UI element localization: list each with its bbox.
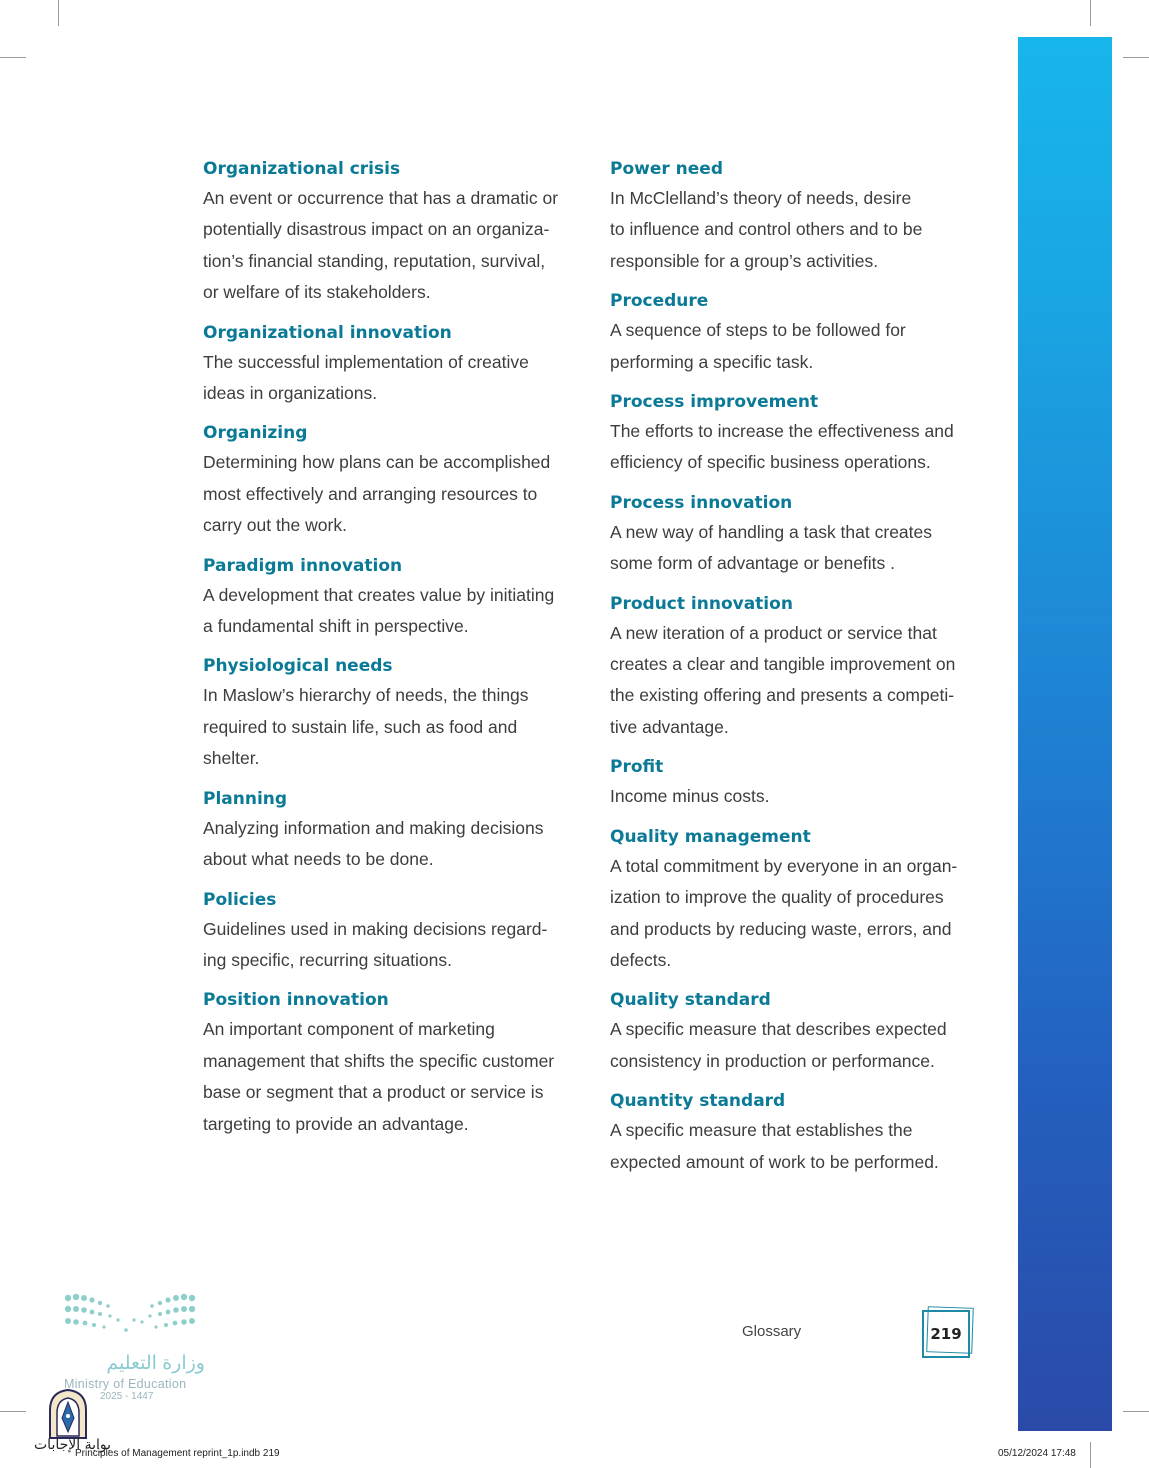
- glossary-term: Paradigm innovation: [203, 555, 403, 576]
- glossary-term: Process innovation: [610, 492, 793, 513]
- glossary-term: Policies: [203, 889, 277, 910]
- print-slug-date: 05/12/2024 17:48: [998, 1448, 1076, 1459]
- glossary-term: Procedure: [610, 291, 709, 312]
- glossary-definition: In McClelland’s theory of needs, desire to influence and control others and to be responsible for a group’s activities.: [610, 188, 923, 271]
- glossary-entry: [203, 886, 583, 977]
- glossary-definition: Analyzing information and making decisions about what needs to be done.: [203, 817, 544, 870]
- glossary-term: Organizing: [203, 423, 308, 444]
- glossary-definition: The successful implementation of creative ideas in organizations.: [203, 351, 529, 404]
- glossary-definition: A specific measure that describes expected consistency in production or performance.: [610, 1019, 947, 1071]
- glossary-term: Organizational innovation: [203, 322, 452, 343]
- glossary-entry: [203, 986, 583, 1140]
- glossary-definition: A sequence of steps to be followed for performing a specific task.: [610, 320, 906, 372]
- watermark-text: بوابة الإجابات: [34, 1437, 112, 1453]
- glossary-entry: [610, 1087, 980, 1178]
- crop-mark: [0, 1411, 26, 1412]
- glossary-definition: Determining how plans can be accomplished most effectively and arranging resources to carry out the work.: [203, 452, 551, 536]
- crop-mark: [1123, 57, 1149, 58]
- glossary-entry: [203, 652, 583, 774]
- glossary-entry: [203, 552, 583, 643]
- glossary-term: Organizational crisis: [203, 159, 401, 179]
- glossary-entry: [203, 785, 583, 876]
- glossary-term: Quality management: [610, 826, 811, 847]
- glossary-definition: Income minus costs.: [610, 786, 770, 807]
- glossary-definition: An event or occurrence that has a dramatic or potentially disastrous impact on an organiza- tion’s financial standing, reputation, survival, or welfare of its stakeholders.: [203, 188, 559, 303]
- glossary-entry: [203, 155, 583, 309]
- glossary-entry: [610, 753, 980, 812]
- ministry-name-arabic: وزارة التعليم: [106, 1353, 205, 1374]
- glossary-term: Process improvement: [610, 392, 819, 413]
- ministry-name-english: Ministry of Education: [64, 1377, 187, 1391]
- glossary-term: Planning: [203, 788, 288, 809]
- ministry-logo-icon: [60, 1290, 200, 1338]
- glossary-entry: [610, 155, 980, 277]
- section-label: Glossary: [742, 1323, 802, 1340]
- crop-mark: [1123, 1411, 1149, 1412]
- glossary-term: Product innovation: [610, 593, 793, 614]
- glossary-term: Profit: [610, 757, 664, 778]
- glossary-definition: A specific measure that establishes the expected amount of work to be performed.: [610, 1120, 939, 1172]
- glossary-entry: [610, 489, 980, 580]
- crop-mark: [0, 57, 26, 58]
- page-number: 219: [922, 1310, 970, 1358]
- glossary-definition: Guidelines used in making decisions regard- ing specific, recurring situations.: [203, 918, 548, 970]
- glossary-column-right: [610, 155, 980, 1188]
- glossary-definition: An important component of marketing management that shifts the specific customer base or segment that a product or service is targeting to provide an advantage.: [203, 1019, 555, 1134]
- side-color-bar: [1018, 37, 1112, 1431]
- crop-mark: [1090, 0, 1091, 26]
- glossary-entry: [610, 388, 980, 479]
- glossary-column-left: [203, 155, 583, 1150]
- print-slug-file: Principles of Management reprint_1p.indb 219: [75, 1448, 280, 1459]
- glossary-entry: [610, 986, 980, 1077]
- glossary-entry: [610, 287, 980, 378]
- ministry-year: 2025 - 1447: [100, 1391, 154, 1402]
- glossary-definition: A development that creates value by initiating a fundamental shift in perspective.: [203, 584, 555, 637]
- crop-mark: [1090, 1442, 1091, 1468]
- glossary-term: Physiological needs: [203, 656, 393, 677]
- glossary-definition: A new iteration of a product or service that creates a clear and tangible improvement on the existing offering and presents a competi- tive advantage.: [610, 622, 956, 737]
- ministry-logo: [60, 1290, 205, 1402]
- crop-mark: [58, 0, 59, 26]
- glossary-entry: [610, 823, 980, 977]
- glossary-definition: A total commitment by everyone in an organ- ization to improve the quality of procedures and products by reducing waste, errors, and defects.: [610, 855, 958, 970]
- glossary-term: Quantity standard: [610, 1091, 786, 1112]
- glossary-definition: The efforts to increase the effectiveness and efficiency of specific business operations.: [610, 421, 954, 473]
- glossary-definition: In Maslow’s hierarchy of needs, the things required to sustain life, such as food and shelter.: [203, 685, 529, 769]
- glossary-entry: [203, 319, 583, 410]
- glossary-entry: [610, 590, 980, 744]
- glossary-term: Quality standard: [610, 990, 771, 1011]
- glossary-entry: [203, 419, 583, 541]
- glossary-term: Position innovation: [203, 990, 389, 1011]
- glossary-definition: A new way of handling a task that creates some form of advantage or benefits .: [610, 521, 932, 574]
- glossary-term: Power need: [610, 159, 724, 179]
- watermark-seal-icon: [44, 1388, 92, 1440]
